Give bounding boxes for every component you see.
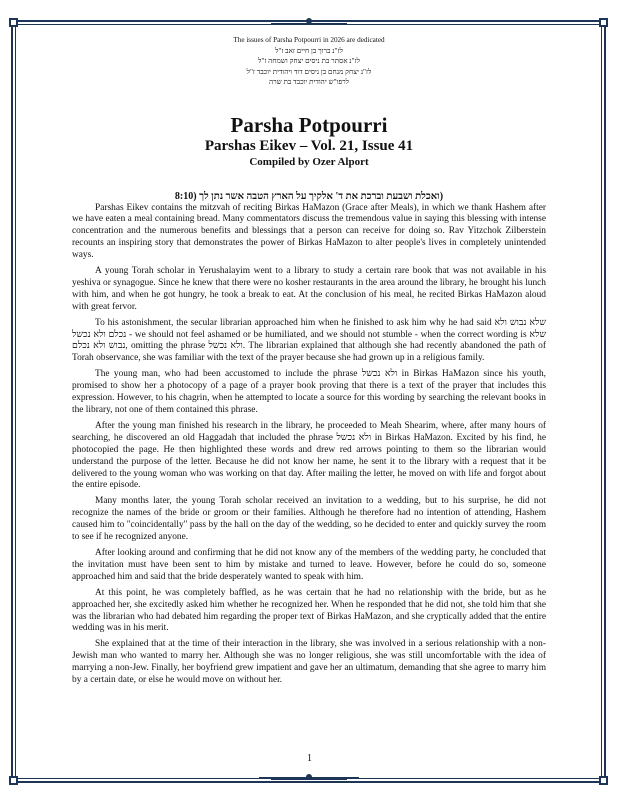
verse-quote: (ואכלת ושבעת וברכת את ד' אלקיך על הארץ הטבה אשר נתן לך (8:10 [174, 190, 444, 202]
dedication-line: לז"נ ברוך בן חיים זאב ז"ל [275, 46, 343, 55]
corner-ornament [599, 776, 608, 785]
paragraph: She explained that at the time of their interaction in the library, she was involved in a serious relationship with a non-Jewish man who wanted to marry her. Although she was no longer religious, she was still uncomfortable with the idea of marrying a non-Jew. Finally, her boyfriend grew impatient and gave her an ultimatum, demanding that she agree to marry him by a certain date, or else he would move on without her. [72, 639, 546, 686]
paragraph: The young man, who had been accustomed to include the phrase ולא נכשל in Birkas HaMazon since his youth, promised to show her a photocopy of a page of a prayer book proving that there is a text of the prayer that includes this expression. However, to his chagrin, when he attempted to locate a source for this wording by searching the relevant books in the library, not one of them contained this phrase. [72, 369, 546, 415]
paragraph: At this point, he was completely baffled, as he was certain that he had no relationship with the bride, but as he approached her, she excitedly asked him whether he recognized her. When he responded that he did not, she told him that she was the librarian who had debated him regarding the proper text of Birkas HaMazon, and she cryptically added that the entire wedding was in his merit. [72, 587, 546, 634]
paragraph: After looking around and confirming that he did not know any of the members of the wedding party, he concluded that the invitation must have been sent to him by mistake and turned to leave. However, before he could do so, someone approached him and said that the bride desperately wanted to speak with him. [72, 547, 546, 582]
top-ornament [259, 18, 359, 25]
paragraph: After the young man finished his research in the library, he proceeded to Meah Shearim, where, after many hours of searching, he discovered an old Haggadah that included the phrase ולא נכשל in Birkas HaMazon. Excited by his find, he photocopied the page. He then highlighted these words and drew red arrows pointing to them so the librarian would understand the purpose of the letter. Because he did not know her name, he sent it to the library with a request that it be delivered to the young woman who was working on that day. After mailing the letter, he moved on with life and forgot about the entire episode. [72, 420, 546, 491]
compiler-byline: Compiled by Ozer Alport [249, 155, 369, 168]
paragraph: A young Torah scholar in Yerushalayim went to a library to study a certain rare book that was not available in his yeshiva or synagogue. Since he knew that there were no kosher restaurants in the area around the library, he brought his lunch with him, and when he got hungry, he took a break to eat. At the conclusion of his meal, he recited Birkas HaMazon aloud with great fervor. [72, 266, 546, 312]
paragraph: Parshas Eikev contains the mitzvah of reciting Birkas HaMazon (Grace after Meals), in which we thank Hashem after we have eaten a meal containing bread. Many commentators discuss the tremendous value in saying this blessing with intense concentration and the numerous benefits and blessings that a person can receive for doing so. Rav Yitzchok Zilberstein recounts an inspiring story that demonstrates the power of Birkas HaMazon to alter people's lives in completely unintended ways. [72, 202, 546, 261]
bottom-ornament [259, 774, 359, 781]
issue-subtitle: Parshas Eikev – Vol. 21, Issue 41 [204, 137, 414, 154]
article-body [72, 203, 546, 687]
dedication-line: לז"נ אסתר בת ניסים יצחק ושמחה ז"ל [258, 57, 360, 65]
paragraph: To his astonishment, the secular librarian approached him when he finished to ask him why he had said שלא נבוש ולא נכלם ולא נכשל - we should not feel ashamed or be humiliated, and we should not stumble - when the correct wording is שלא נבוש ולא נכלם, omitting the phrase ולא נכשל. The librarian explained that although she had recently abandoned the path of Torah observance, she was familiar with the text of the prayer because she had grown up in a religious family. [72, 317, 546, 364]
page-title: Parsha Potpourri [230, 112, 388, 137]
dedication-line: לרפו"ש יהודית יוכבד בת שרה [268, 78, 350, 86]
page-number: 1 [307, 753, 312, 764]
dedication-line: לז"נ יצחק מנחם בן ניסים דוד ויהודית יוכבד ז"ל [246, 67, 372, 76]
paragraph: Many months later, the young Torah scholar received an invitation to a wedding, but to his surprise, he did not recognize the names of the bride or groom or their families. Although he therefore had no intention of attending, Hashem caused him to "coincidentally" pass by the hall on the day of the wedding, so he decided to enter and quickly survey the room to see if he recognized anyone. [72, 496, 546, 543]
corner-ornament [9, 18, 18, 27]
dedication [72, 35, 546, 88]
corner-ornament [9, 776, 18, 785]
page-content [72, 35, 546, 687]
corner-ornament [599, 18, 608, 27]
dedication-intro: The issues of Parsha Potpourri in 2026 are dedicated [233, 36, 385, 44]
